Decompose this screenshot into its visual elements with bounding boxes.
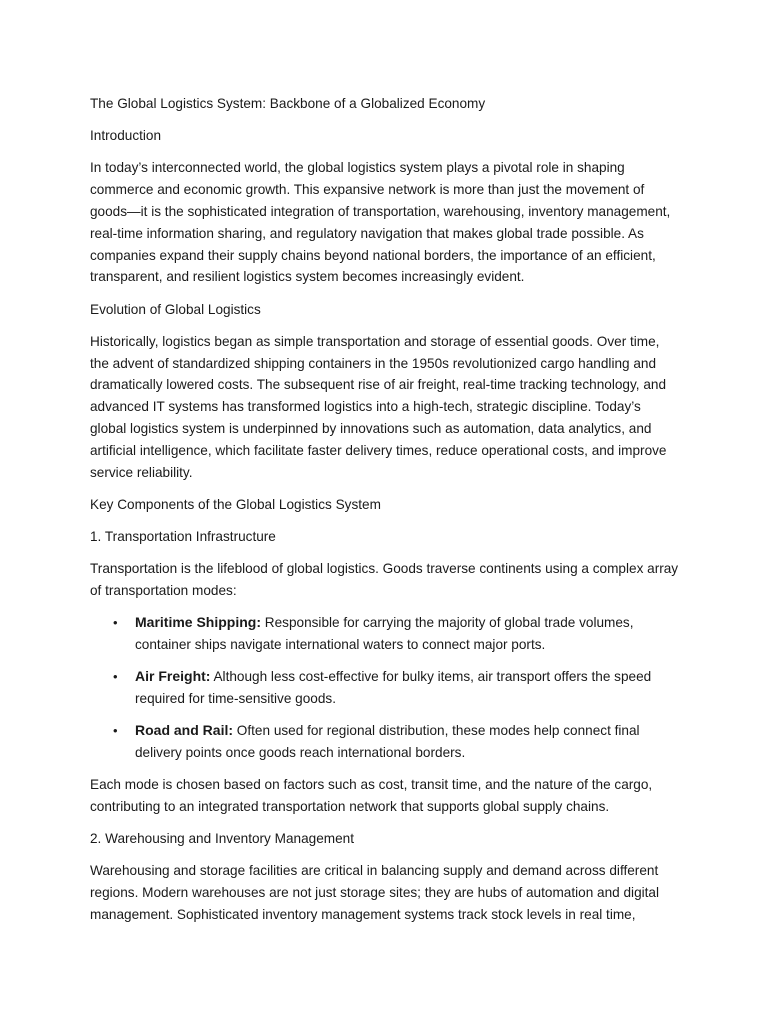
transport-modes-list bbox=[90, 612, 680, 764]
mode-term: Maritime Shipping: bbox=[135, 614, 261, 631]
evolution-paragraph: Historically, logistics began as simple transportation and storage of essential goods. Over time, the advent of standardized shipping containers in the 1950s revolutionized cargo handling and dramatically lowered costs. The subsequent rise of air freight, real-time tracking technology, and advanced IT systems has transformed logistics into a high-tech, strategic discipline. Today’s global logistics system is underpinned by innovations such as automation, data analytics, and artificial intelligence, which facilitate faster delivery times, reduce operational costs, and improve service reliability. bbox=[90, 333, 667, 480]
transport-heading: 1. Transportation Infrastructure bbox=[90, 528, 276, 544]
mode-term: Road and Rail: bbox=[135, 722, 234, 739]
intro-paragraph: In today’s interconnected world, the global logistics system plays a pivotal role in shaping commerce and economic growth. This expansive network is more than just the movement of goods—it is the sophisticated integration of transportation, warehousing, inventory management, real-time information sharing, and regulatory navigation that makes global trade possible. As companies expand their supply chains beyond national borders, the importance of an efficient, transparent, and resilient logistics system becomes increasingly evident. bbox=[90, 160, 671, 285]
document-page bbox=[90, 93, 680, 936]
bullet-icon: • bbox=[113, 615, 118, 631]
transport-summary-paragraph: Each mode is chosen based on factors such as cost, transit time, and the nature of the cargo, contributing to an integrated transportation network that supports global supply chains. bbox=[90, 777, 653, 814]
bullet-icon: • bbox=[113, 723, 118, 739]
warehousing-heading: 2. Warehousing and Inventory Management bbox=[90, 831, 354, 846]
bullet-icon: • bbox=[113, 669, 118, 685]
mode-term: Air Freight: bbox=[135, 668, 211, 685]
list-item-maritime bbox=[90, 612, 680, 656]
components-heading: Key Components of the Global Logistics System bbox=[90, 496, 381, 512]
document-title: The Global Logistics System: Backbone of a Globalized Economy bbox=[90, 96, 486, 111]
list-item-road-rail bbox=[90, 720, 680, 764]
transport-paragraph: Transportation is the lifeblood of global logistics. Goods traverse continents using a complex array of transportation modes: bbox=[90, 561, 679, 598]
mode-description: Often used for regional distribution, these modes help connect final delivery points once goods reach international borders. bbox=[135, 723, 640, 760]
warehousing-paragraph: Warehousing and storage facilities are critical in balancing supply and demand across different regions. Modern warehouses are not just storage sites; they are hubs of automation and digital management. Sophisticated inventory management systems track stock levels in real time, bbox=[90, 863, 660, 922]
mode-description: Although less cost-effective for bulky items, air transport offers the speed required for time-sensitive goods. bbox=[135, 669, 652, 706]
mode-description: Responsible for carrying the majority of global trade volumes, container ships navigate international waters to connect major ports. bbox=[135, 615, 634, 652]
list-item-air bbox=[90, 666, 680, 710]
evolution-heading: Evolution of Global Logistics bbox=[90, 301, 261, 317]
intro-heading: Introduction bbox=[90, 128, 162, 144]
